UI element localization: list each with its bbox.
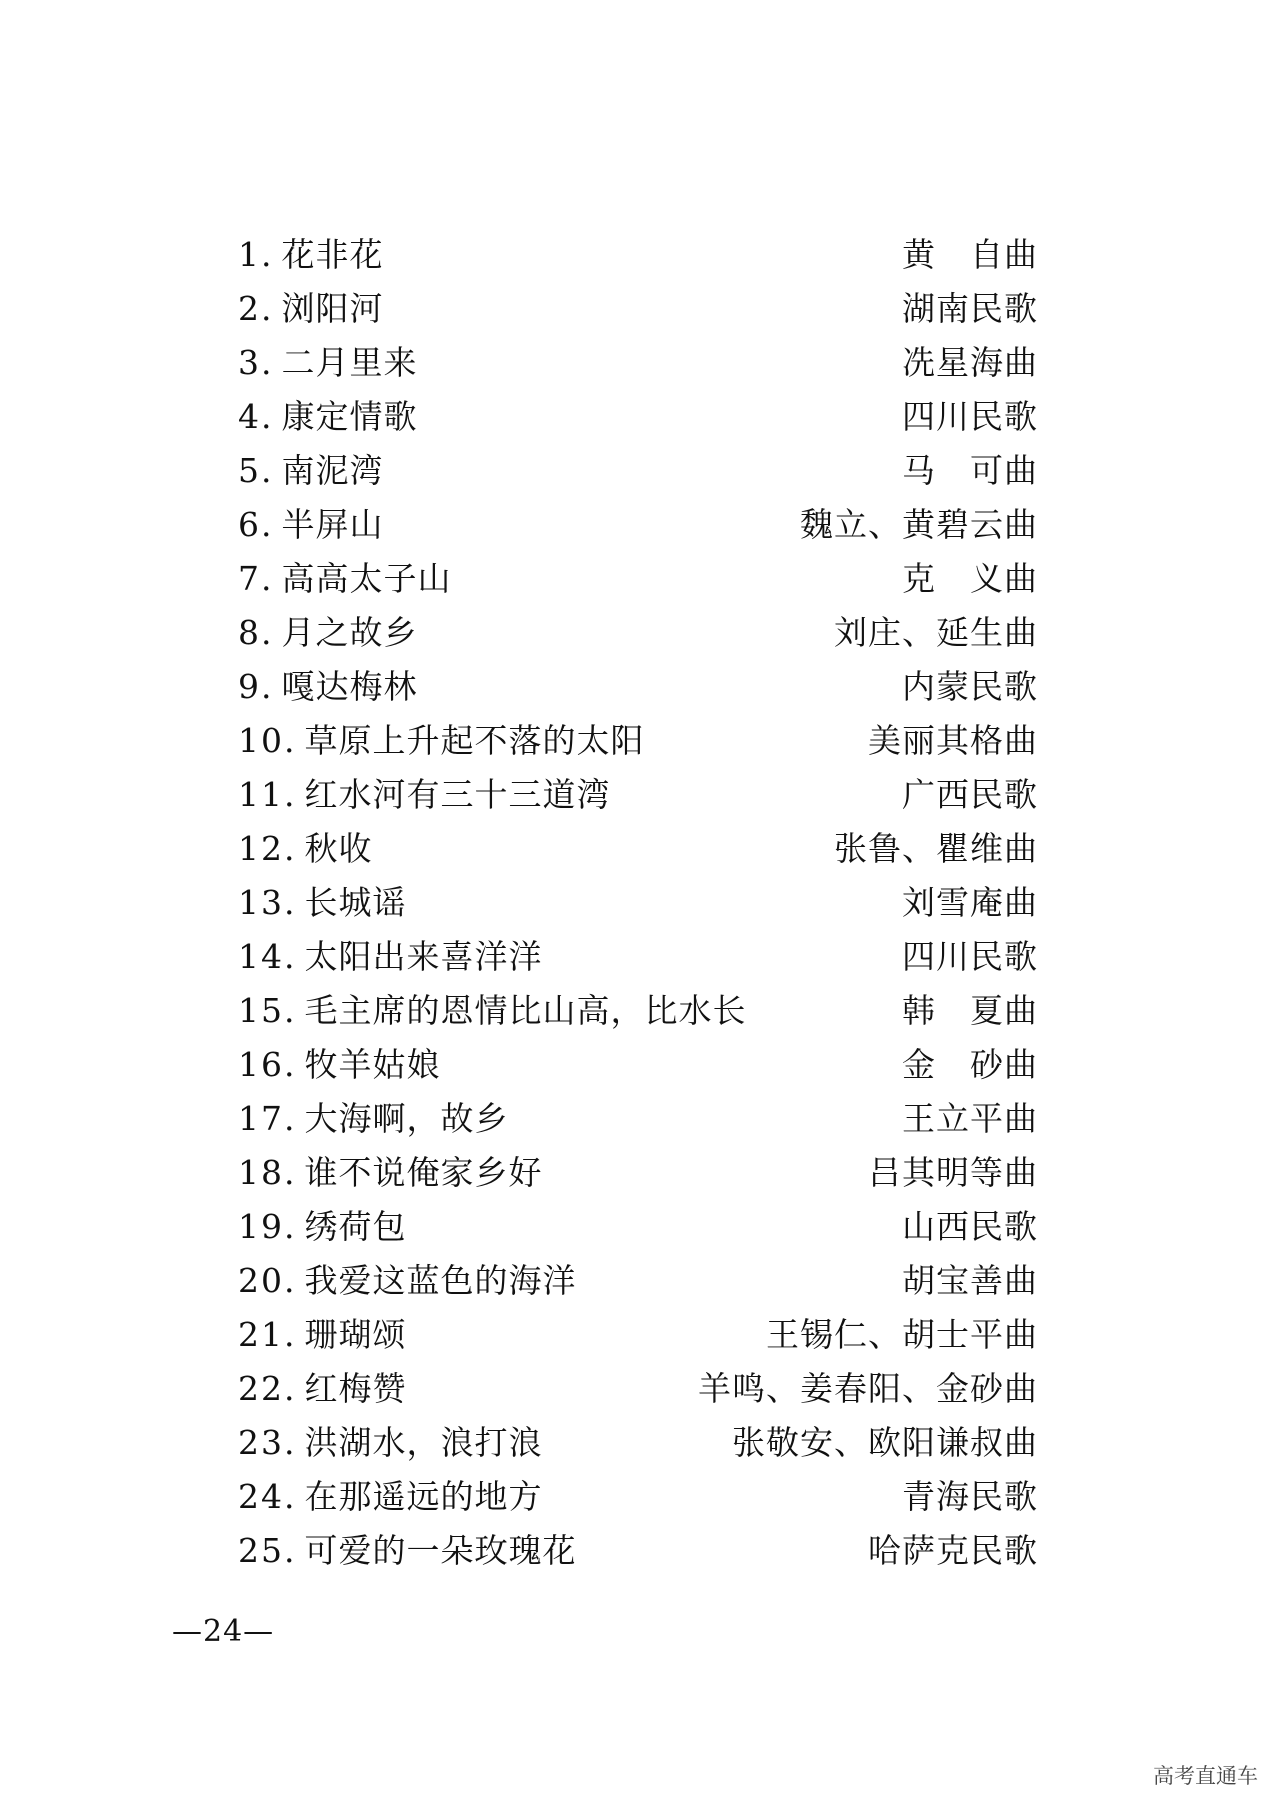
song-number: 17.: [238, 1099, 297, 1138]
song-number: 24.: [238, 1477, 297, 1516]
song-number: 12.: [238, 829, 297, 868]
song-composer: 青海民歌: [902, 1477, 1038, 1516]
song-number: 1.: [238, 235, 274, 274]
song-title: 红梅赞: [304, 1369, 407, 1408]
song-title: 牧羊姑娘: [304, 1045, 441, 1084]
song-number: 18.: [238, 1153, 297, 1192]
song-composer: 张敬安、欧阳谦叔曲: [732, 1423, 1038, 1462]
list-item: [238, 1200, 1038, 1254]
list-item: [238, 768, 1038, 822]
list-item: [238, 336, 1038, 390]
song-title: 花非花: [281, 235, 384, 274]
song-composer: 魏立、黄碧云曲: [800, 505, 1038, 544]
song-title: 谁不说俺家乡好: [304, 1153, 543, 1192]
song-title: 红水河有三十三道湾: [304, 775, 611, 814]
list-item: [238, 1308, 1038, 1362]
list-item: [238, 606, 1038, 660]
song-number: 7.: [238, 559, 274, 598]
song-title: 嘎达梅林: [281, 667, 418, 706]
song-number: 11.: [238, 775, 297, 814]
song-composer: 黄 自曲: [902, 235, 1038, 274]
list-item: [238, 390, 1038, 444]
song-title: 半屏山: [281, 505, 384, 544]
song-composer: 张鲁、瞿维曲: [834, 829, 1038, 868]
list-item: [238, 984, 1038, 1038]
list-item: [238, 1524, 1038, 1578]
song-composer: 金 砂曲: [902, 1045, 1038, 1084]
song-title: 太阳出来喜洋洋: [304, 937, 543, 976]
list-item: [238, 1038, 1038, 1092]
song-composer: 山西民歌: [902, 1207, 1038, 1246]
song-composer: 美丽其格曲: [868, 721, 1038, 760]
song-composer: 吕其明等曲: [868, 1153, 1038, 1192]
song-number: 8.: [238, 613, 274, 652]
song-title: 毛主席的恩情比山高，比水长: [304, 991, 747, 1030]
song-number: 19.: [238, 1207, 297, 1246]
song-number: 14.: [238, 937, 297, 976]
song-composer: 广西民歌: [902, 775, 1038, 814]
song-title: 二月里来: [281, 343, 418, 382]
song-title: 大海啊，故乡: [304, 1099, 509, 1138]
list-item: [238, 1362, 1038, 1416]
song-composer: 内蒙民歌: [902, 667, 1038, 706]
song-number: 20.: [238, 1261, 297, 1300]
song-composer: 刘雪庵曲: [902, 883, 1038, 922]
song-composer: 冼星海曲: [902, 343, 1038, 382]
song-number: 6.: [238, 505, 274, 544]
song-title: 草原上升起不落的太阳: [304, 721, 645, 760]
page-number: —24—: [172, 1614, 275, 1649]
song-composer: 胡宝善曲: [902, 1261, 1038, 1300]
song-number: 2.: [238, 289, 274, 328]
song-composer: 湖南民歌: [902, 289, 1038, 328]
song-number: 13.: [238, 883, 297, 922]
song-number: 22.: [238, 1369, 297, 1408]
song-number: 23.: [238, 1423, 297, 1462]
song-composer: 韩 夏曲: [902, 991, 1038, 1030]
song-number: 15.: [238, 991, 297, 1030]
song-title: 高高太子山: [281, 559, 452, 598]
song-title: 秋收: [304, 829, 373, 868]
song-composer: 羊鸣、姜春阳、金砂曲: [698, 1369, 1038, 1408]
song-title: 珊瑚颂: [304, 1315, 407, 1354]
song-title: 我爱这蓝色的海洋: [304, 1261, 577, 1300]
song-number: 16.: [238, 1045, 297, 1084]
song-number: 10.: [238, 721, 297, 760]
song-number: 9.: [238, 667, 274, 706]
list-item: [238, 1146, 1038, 1200]
list-item: [238, 876, 1038, 930]
song-composer: 刘庄、延生曲: [834, 613, 1038, 652]
watermark-text: 高考直通车: [1153, 1764, 1258, 1788]
song-title: 可爱的一朵玫瑰花: [304, 1531, 577, 1570]
song-composer: 哈萨克民歌: [868, 1531, 1038, 1570]
song-title: 月之故乡: [281, 613, 418, 652]
list-item: [238, 498, 1038, 552]
song-title: 在那遥远的地方: [304, 1477, 543, 1516]
list-item: [238, 1254, 1038, 1308]
song-composer: 王锡仁、胡士平曲: [766, 1315, 1038, 1354]
list-item: [238, 660, 1038, 714]
song-number: 4.: [238, 397, 274, 436]
song-list: [238, 228, 1038, 1578]
song-composer: 四川民歌: [902, 937, 1038, 976]
list-item: [238, 444, 1038, 498]
song-number: 3.: [238, 343, 274, 382]
list-item: [238, 1470, 1038, 1524]
song-composer: 四川民歌: [902, 397, 1038, 436]
list-item: [238, 282, 1038, 336]
song-title: 长城谣: [304, 883, 407, 922]
song-number: 21.: [238, 1315, 297, 1354]
song-title: 洪湖水，浪打浪: [304, 1423, 543, 1462]
song-composer: 克 义曲: [902, 559, 1038, 598]
song-title: 浏阳河: [281, 289, 384, 328]
song-composer: 马 可曲: [902, 451, 1038, 490]
song-title: 康定情歌: [281, 397, 418, 436]
list-item: [238, 714, 1038, 768]
list-item: [238, 228, 1038, 282]
list-item: [238, 822, 1038, 876]
song-number: 25.: [238, 1531, 297, 1570]
song-composer: 王立平曲: [902, 1099, 1038, 1138]
song-title: 南泥湾: [281, 451, 384, 490]
song-number: 5.: [238, 451, 274, 490]
song-title: 绣荷包: [304, 1207, 407, 1246]
list-item: [238, 930, 1038, 984]
list-item: [238, 552, 1038, 606]
list-item: [238, 1416, 1038, 1470]
list-item: [238, 1092, 1038, 1146]
